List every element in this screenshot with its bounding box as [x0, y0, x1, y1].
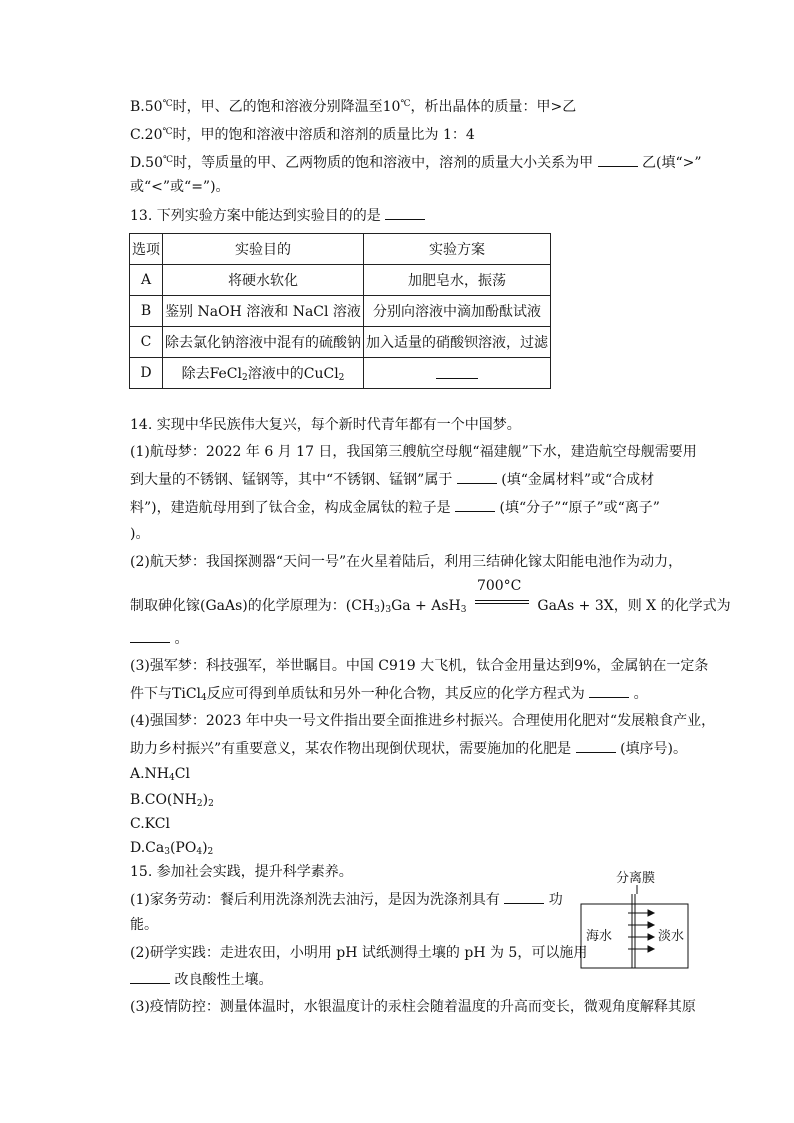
q15-part3-line1: (3)疫情防控：测量体温时，水银温度计的汞柱会随着温度的升高而变长，微观角度解释其原 — [130, 999, 696, 1015]
q14-part1-line4: )。 — [130, 526, 150, 542]
answer-blank[interactable] — [504, 889, 544, 904]
reaction-condition: 700°C — [475, 590, 529, 610]
table-cell: 鉴别 NaOH 溶液和 NaCl 溶液 — [163, 296, 364, 327]
table-row — [130, 327, 551, 358]
q14-option-a: $A.NH_4Cl$ — [130, 766, 190, 783]
q12-option-c: C.20℃时，甲的饱和溶液中溶质和溶剂的质量比为 1：4 — [130, 127, 475, 143]
q14-part3-line1: (3)强军梦：科技强军，举世瞩目。中国 C919 大飞机，钛合金用量达到9%，金属钠在一定条 — [130, 658, 709, 674]
table-cell: 加入适量的硝酸钡溶液，过滤 — [364, 327, 551, 358]
q12-option-d-cont: 或“<”或“=”)。 — [130, 179, 230, 195]
answer-blank[interactable] — [455, 497, 495, 512]
membrane-label: 分离膜 — [616, 870, 656, 885]
table-header-row — [130, 234, 551, 265]
answer-blank[interactable] — [436, 364, 478, 379]
answer-blank[interactable] — [589, 683, 629, 698]
table-cell: 除去FeCl$_2$溶液中的CuCl$_2$ — [163, 358, 364, 389]
answer-blank[interactable] — [385, 205, 425, 220]
table-cell: 分别向溶液中滴加酚酞试液 — [364, 296, 551, 327]
q15-part1-line2: 能。 — [130, 917, 158, 933]
membrane-diagram — [580, 866, 690, 976]
q14-part4-line1: (4)强国梦：2023 年中央一号文件指出要全面推进乡村振兴。合理使用化肥对“发展粮食产业， — [130, 713, 716, 729]
q14-part4-line2: 助力乡村振兴”有重要意义，某农作物出现倒伏现状，需要施加的化肥是 (填序号)。 — [130, 738, 687, 759]
q14-option-b: $B.CO(NH_2)_2$ — [130, 792, 214, 809]
q14-part3-line2: 件下与TiCl$_4$反应可得到单质钛和另外一种化合物，其反应的化学方程式为 。 — [130, 683, 648, 708]
q15-stem: 15. 参加社会实践，提升科学素养。 — [130, 864, 353, 880]
table-cell: 将硬水软化 — [163, 265, 364, 296]
table-header-cell: 实验方案 — [364, 234, 551, 265]
q14-part2-equation: 制取砷化镓(GaAs)的化学原理为：$(CH_3)_3Ga + AsH_3$ 700°C GaAs + 3X，则 X 的化学式为 — [130, 578, 731, 615]
table-cell: A — [130, 265, 163, 296]
answer-blank[interactable] — [457, 469, 497, 484]
answer-blank[interactable] — [130, 628, 170, 643]
answer-blank[interactable] — [130, 969, 170, 984]
q14-part2-line3: 。 — [130, 628, 188, 649]
answer-blank[interactable] — [576, 738, 616, 753]
q14-part1-line2: 到大量的不锈钢、锰钢等，其中“不锈钢、锰钢”属于 (填“金属材料”或“合成材 — [130, 469, 654, 490]
table-row — [130, 296, 551, 327]
table-row — [130, 265, 551, 296]
q14-option-d: $D.Ca_3(PO_4)_2$ — [130, 840, 214, 857]
q14-part1-line1: (1)航母梦：2022 年 6 月 17 日，我国第三艘航空母舰“福建舰”下水，建造航空母舰需要用 — [130, 444, 697, 460]
freshwater-label: 淡水 — [658, 928, 685, 943]
answer-blank[interactable] — [598, 152, 638, 167]
table-cell — [364, 358, 551, 389]
experiment-table — [129, 233, 551, 389]
table-cell: 除去氯化钠溶液中混有的硫酸钠 — [163, 327, 364, 358]
table-cell: B — [130, 296, 163, 327]
table-cell: 加肥皂水，振荡 — [364, 265, 551, 296]
q14-stem: 14. 实现中华民族伟大复兴，每个新时代青年都有一个中国梦。 — [130, 417, 521, 433]
table-header-cell: 选项 — [130, 234, 163, 265]
table-cell: C — [130, 327, 163, 358]
table-cell: D — [130, 358, 163, 389]
q12-option-b: B.50℃时，甲、乙的饱和溶液分别降温至10℃，析出晶体的质量：甲>乙 — [130, 99, 577, 115]
q14-part2-line1: (2)航天梦：我国探测器“天问一号”在火星着陆后，利用三结砷化镓太阳能电池作为动力， — [130, 554, 683, 570]
q14-option-c: C.KCl — [130, 816, 170, 832]
q15-part2-line2: 改良酸性土壤。 — [130, 969, 272, 990]
q13-stem: 13. 下列实验方案中能达到实验目的的是 — [130, 205, 425, 226]
table-row — [130, 358, 551, 389]
q15-part2-line1: (2)研学实践：走进农田，小明用 pH 试纸测得土壤的 pH 为 5，可以施用 — [130, 945, 588, 961]
seawater-label: 海水 — [586, 928, 613, 943]
q14-part1-line3: 料”)，建造航母用到了钛合金，构成金属钛的粒子是 (填“分子”“原子”或“离子” — [130, 497, 660, 518]
q15-part1-line1: (1)家务劳动：餐后利用洗涤剂洗去油污，是因为洗涤剂具有 功 — [130, 889, 563, 910]
q12-option-d: D.50℃时，等质量的甲、乙两物质的饱和溶液中，溶剂的质量大小关系为甲 乙(填“>” — [130, 150, 702, 173]
table-header-cell: 实验目的 — [163, 234, 364, 265]
